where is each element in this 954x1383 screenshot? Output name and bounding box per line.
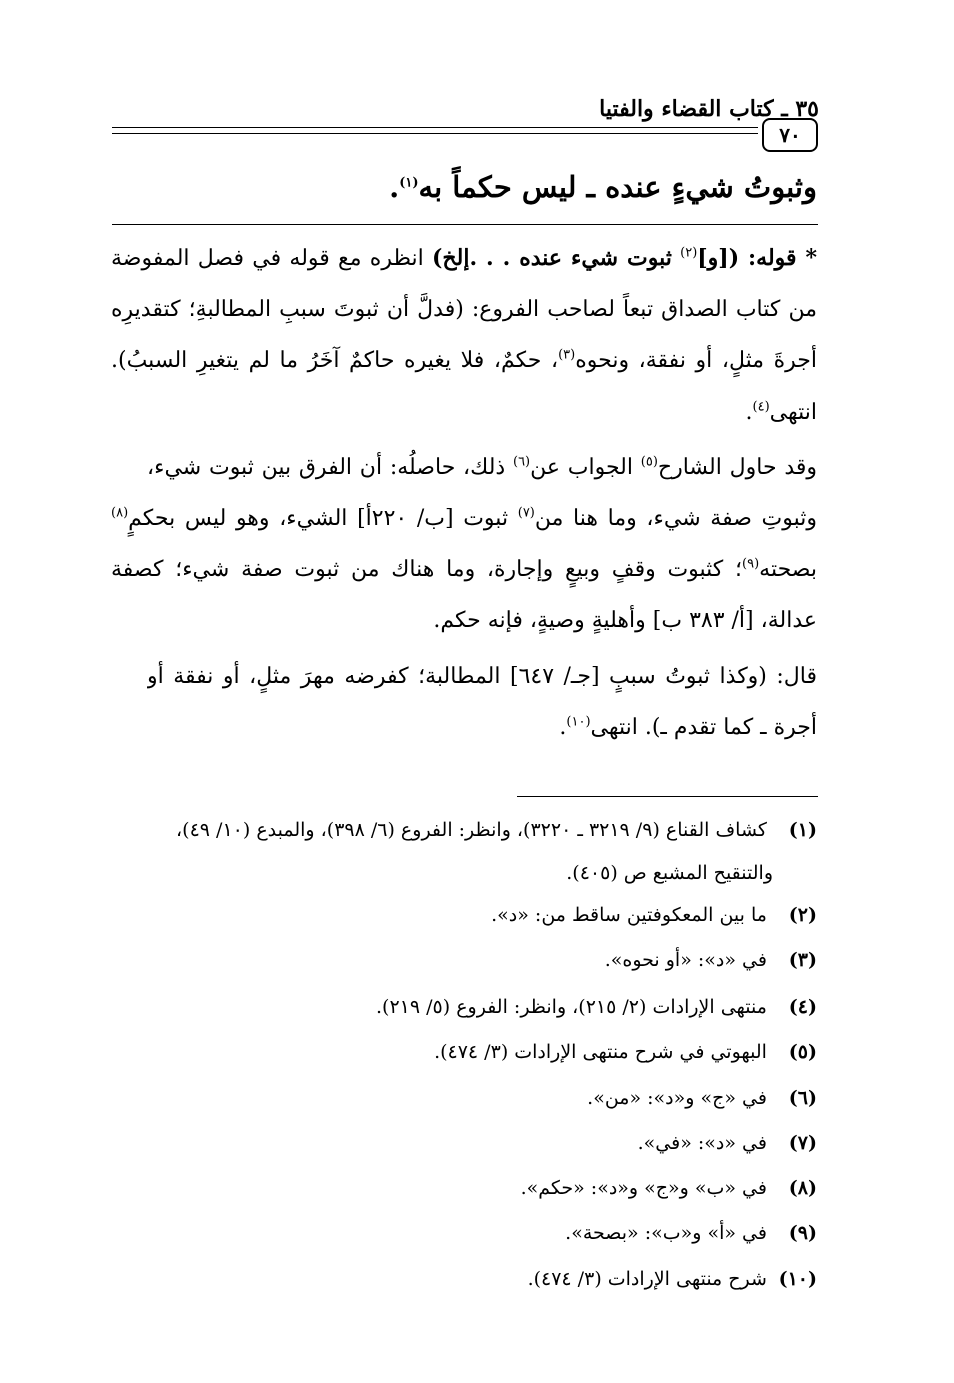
body-text: . [559, 715, 567, 740]
footnote-ref: (٥) [640, 454, 658, 470]
body-line [111, 238, 817, 278]
footnote-number: (١٠) [778, 1268, 817, 1290]
footnote-ref: (١) [399, 175, 419, 191]
footnote-text: البهوتي في شرح منتهى الإرادات (٣/ ٤٧٤). [434, 1041, 767, 1063]
body-line: من كتاب الصداق تبعاً لصاحب الفروع: (فدلَّ أن ثبوتَ سببِ المطالبةِ؛ كتقديرِه [111, 297, 817, 322]
body-text: بصحته [759, 557, 817, 582]
footnotes-rule [517, 796, 818, 797]
body-text: ؛ كثبوت وقفٍ وبيعٍ وإجارة، وما هناك من ثبوت صفة شيء؛ كصفة [111, 557, 743, 582]
body-line [111, 550, 817, 590]
footnote [111, 1037, 817, 1067]
body-line [111, 341, 817, 381]
footnote-number: (٤) [788, 996, 817, 1018]
footnote [111, 1264, 817, 1294]
footnote-number: (٢) [788, 904, 817, 926]
footnote [111, 1173, 817, 1203]
footnote-ref: (٣) [558, 347, 576, 363]
footnote-text: في «ج» و«د»: «من». [587, 1087, 767, 1109]
body-text: وثبوتِ صفة شيء، وما هنا من [534, 506, 817, 531]
body-text: ، حكمٌ، فلا يغيره حاكمٌ آخَرُ ما لم يتغيرِ السببُ). [111, 348, 559, 373]
footnote-text: في «ب» و«ج» و«د»: «حكم». [520, 1177, 767, 1199]
footnote [111, 1083, 817, 1113]
body-text: أجرة ـ كما تقدم ـ). انتهى [590, 715, 817, 740]
footnote-ref: (٩) [742, 556, 760, 572]
body-line [147, 448, 817, 488]
body-line [111, 393, 817, 433]
footnote-text: في «أ» و«ب»: «بصحة». [565, 1222, 767, 1244]
footnote-ref: (٤) [752, 399, 770, 415]
footnote-ref: (٢) [680, 245, 698, 261]
body-text: . [745, 400, 753, 425]
footnote [111, 945, 817, 975]
footnote-text: ما بين المعكوفتين ساقط من: «د». [491, 904, 767, 926]
footnote [111, 1218, 817, 1248]
footnote-text: في «د»: «أو نحوه». [604, 949, 767, 971]
body-text: وقد حاول الشارح [657, 455, 817, 480]
quote-text: ثبوت شيء عنده . . .إلخ) [432, 245, 672, 271]
body-line [111, 708, 817, 748]
chapter-title: ٣٥ ـ كتاب القضاء والفتيا [599, 96, 819, 122]
footnote-text: منتهى الإرادات (٢/ ٢١٥)، وانظر: الفروع (٥/ ٢١٩). [376, 996, 767, 1018]
body-text: ذلك، حاصلُه: أن الفرق بين ثبوت شيء، [147, 455, 506, 480]
footnote-ref: (٨) [111, 505, 129, 521]
body-text: انتهى [769, 400, 817, 425]
header-rule-top [112, 127, 758, 128]
footnote-number: (٥) [788, 1041, 817, 1063]
footnote-ref: (٧) [517, 505, 535, 521]
footnote [111, 815, 817, 845]
body-text: الجواب عن [530, 455, 633, 480]
footnote-ref: (٦) [512, 454, 531, 470]
matn-text: وثبوتُ شيءٍ عنده ـ ليس حكماً به [418, 170, 817, 204]
footnote-number: (٨) [788, 1177, 817, 1199]
footnote-number: (٣) [788, 949, 817, 971]
footnote [111, 992, 817, 1022]
body-line [111, 499, 817, 539]
matn-line [389, 170, 817, 204]
footnote-number: (٩) [788, 1222, 817, 1244]
footnote-text: في «د»: «في». [637, 1132, 767, 1154]
footnote-text: شرح منتهى الإرادات (٣/ ٤٧٤). [527, 1268, 767, 1290]
footnote-continuation: والتنقيح المشبع ص (٤٠٥). [566, 862, 773, 884]
header-rule-bottom [112, 133, 758, 134]
footnote-number: (٦) [788, 1087, 817, 1109]
footnote [111, 1128, 817, 1158]
body-text: انظره مع قوله في فصل المفوضة [111, 246, 424, 271]
footnote-number: (٧) [788, 1132, 817, 1154]
matn-end: . [389, 170, 400, 204]
body-line: قال: (وكذا ثبوتُ سببٍ [جـ/ ٦٤٧] المطالبة؛ كفرضه مهرَ مثلٍ، أو نفقة أو [147, 664, 817, 689]
body-text: ثبوت [ب/ ٢٢٠أ] الشيء، وهو ليس بحكمٍ [128, 506, 509, 531]
footnote-text: كشاف القناع (٩/ ٣٢١٩ ـ ٣٢٢٠)، وانظر: الفروع (٦/ ٣٩٨)، والمبدع (١٠/ ٤٩)، [176, 819, 767, 841]
quote-lead: * قوله: ([و] [697, 245, 817, 271]
page-number: ٧٠ [762, 118, 818, 152]
footnote [111, 900, 817, 930]
matn-rule [112, 224, 818, 225]
body-text: أجرةَ مثلٍ، أو نفقة، ونحوه [575, 348, 817, 373]
footnote-number: (١) [788, 819, 817, 841]
body-line: عدالة، [أ/ ٣٨٣ ب] وأهليةٍ وصيةٍ، فإنه حكم. [433, 608, 817, 633]
footnote-ref: (١٠) [566, 714, 591, 730]
